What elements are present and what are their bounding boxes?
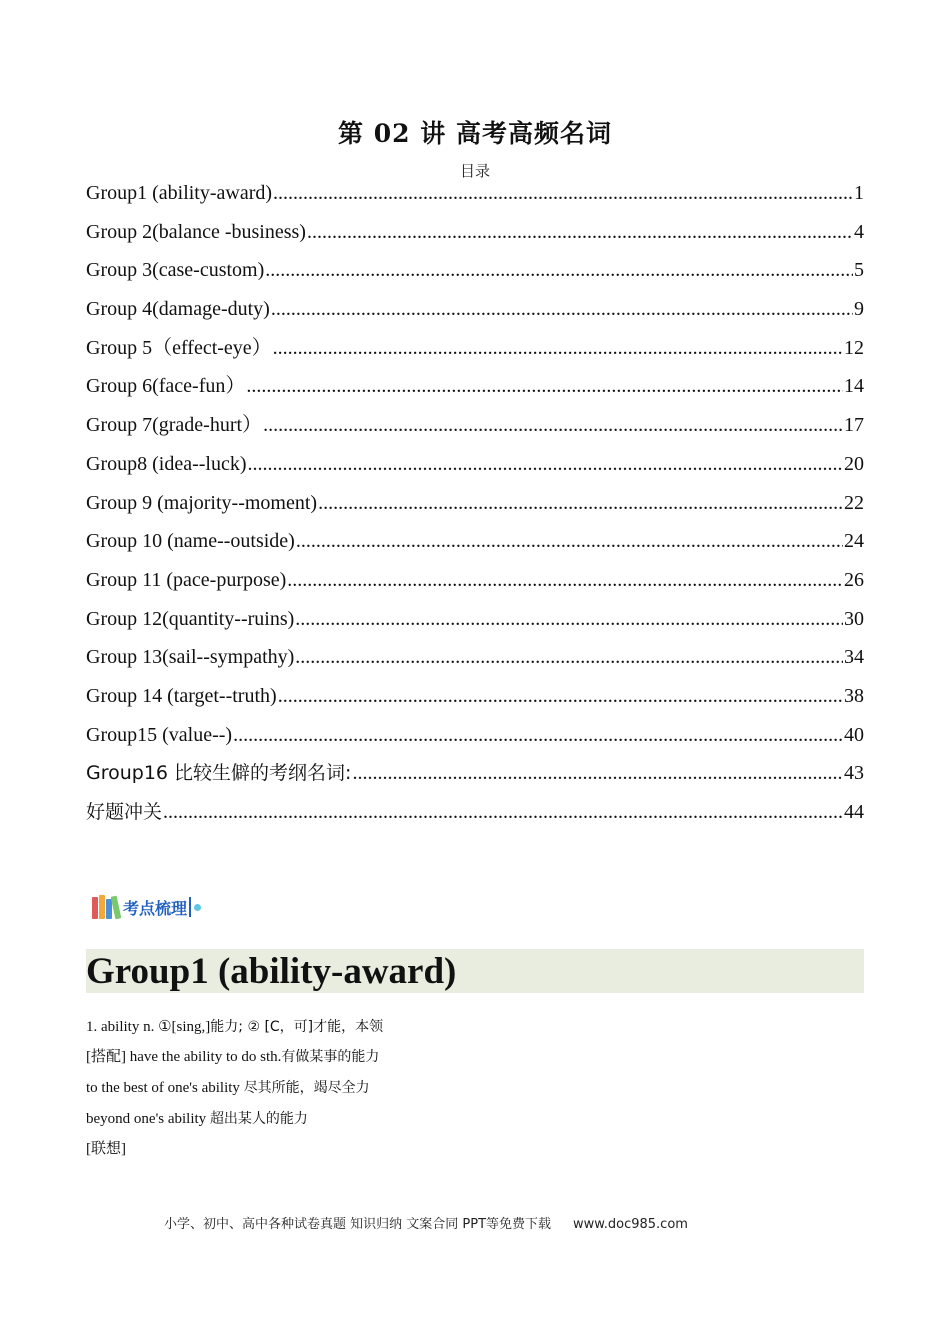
entry-en: 1. ability n. ①[sing,] xyxy=(86,1019,211,1035)
toc-entry-page: 1 xyxy=(854,182,864,204)
toc-entry-page: 12 xyxy=(844,336,864,359)
toc-leader-dots xyxy=(246,371,843,401)
toc-entry-label: Group 10 (name--outside) xyxy=(86,530,295,553)
toc-entry-page: 44 xyxy=(844,801,864,823)
toc-entry-label: Group16 比较生僻的考纲名词: xyxy=(86,762,352,785)
toc-leader-dots xyxy=(233,720,843,750)
toc-entry-label: 好题冲关 xyxy=(86,801,163,823)
toc-leader-dots xyxy=(295,642,843,672)
toc-entry-label: Group1 (ability-award) xyxy=(86,182,273,204)
toc-entry-label: Group 4(damage-duty) xyxy=(86,298,270,321)
toc-entry-label: Group 9 (majority--moment) xyxy=(86,491,318,514)
toc-leader-dots xyxy=(263,410,843,440)
toc-leader-dots xyxy=(352,758,843,788)
badge-divider xyxy=(189,897,191,917)
entry-line xyxy=(86,1109,864,1129)
toc-entry[interactable] xyxy=(86,371,864,410)
toc-entry-label: Group 6(face-fun） xyxy=(86,375,246,398)
toc-entry[interactable] xyxy=(86,681,864,720)
group-header xyxy=(86,949,864,993)
toc-entry[interactable] xyxy=(86,720,864,759)
toc-leader-dots xyxy=(318,488,843,518)
toc-entry[interactable] xyxy=(86,758,864,797)
table-of-contents xyxy=(86,178,864,836)
footer xyxy=(164,1213,688,1232)
toc-entry-page: 24 xyxy=(844,530,864,553)
toc-entry-label: Group 5（effect-eye） xyxy=(86,336,272,359)
footer-text: 小学、初中、高中各种试卷真题 知识归纳 文案合同 PPT等免费下载 xyxy=(164,1217,552,1232)
toc-entry[interactable] xyxy=(86,526,864,565)
toc-leader-dots xyxy=(307,217,853,247)
toc-leader-dots xyxy=(296,526,843,556)
page-title: 第 02 讲 高考高频名词 xyxy=(338,119,612,148)
toc-heading: 目录 xyxy=(459,162,490,180)
books-icon xyxy=(92,895,120,919)
toc-entry-label: Group 14 (target--truth) xyxy=(86,684,277,707)
entry-en: to the best of one's ability xyxy=(86,1080,244,1096)
entry-line xyxy=(86,1017,864,1037)
toc-entry-label: Group 2(balance -business) xyxy=(86,220,306,243)
toc-leader-dots xyxy=(265,255,853,285)
group-title: Group1 (ability-award) xyxy=(86,951,457,992)
toc-entry-page: 26 xyxy=(844,568,864,591)
toc-entry[interactable] xyxy=(86,294,864,333)
toc-entry[interactable] xyxy=(86,449,864,488)
toc-entry-page: 17 xyxy=(844,414,864,437)
badge-dot xyxy=(194,904,201,911)
entry-zh: 超出某人的能力 xyxy=(209,1111,308,1127)
toc-entry[interactable] xyxy=(86,565,864,604)
entry-zh: 尽其所能，竭尽全力 xyxy=(243,1080,370,1096)
badge-label: 考点梳理 xyxy=(123,898,188,918)
toc-entry-page: 43 xyxy=(844,762,864,785)
toc-entry-label: Group 12(quantity--ruins) xyxy=(86,607,295,630)
toc-leader-dots xyxy=(295,604,843,634)
section-badge xyxy=(92,892,201,922)
toc-leader-dots xyxy=(248,449,844,479)
toc-entry-page: 30 xyxy=(844,607,864,630)
toc-entry[interactable] xyxy=(86,642,864,681)
toc-leader-dots xyxy=(273,333,843,363)
toc-entry[interactable] xyxy=(86,255,864,294)
entry-zh: 能力; ② [C，可]才能，本领 xyxy=(210,1019,384,1035)
toc-entry[interactable] xyxy=(86,333,864,372)
toc-entry[interactable] xyxy=(86,488,864,527)
toc-entry-label: Group 3(case-custom) xyxy=(86,259,265,282)
toc-entry[interactable] xyxy=(86,178,864,217)
toc-entry-page: 40 xyxy=(844,723,864,746)
toc-entry[interactable] xyxy=(86,797,864,836)
toc-leader-dots xyxy=(273,178,853,208)
toc-leader-dots xyxy=(163,797,843,827)
entry-en: beyond one's ability xyxy=(86,1111,210,1127)
toc-leader-dots xyxy=(287,565,843,595)
toc-leader-dots xyxy=(271,294,853,324)
toc-entry-label: Group15 (value--) xyxy=(86,723,233,746)
toc-entry-label: Group 13(sail--sympathy) xyxy=(86,646,295,669)
entry-line xyxy=(86,1047,864,1067)
toc-leader-dots xyxy=(278,681,843,711)
toc-entry[interactable] xyxy=(86,217,864,256)
toc-entry-page: 5 xyxy=(854,259,864,282)
toc-entry-page: 9 xyxy=(854,298,864,321)
toc-entry-page: 22 xyxy=(844,491,864,514)
toc-entry-page: 14 xyxy=(844,375,864,398)
toc-entry-page: 4 xyxy=(854,220,864,243)
toc-entry-page: 20 xyxy=(844,452,864,475)
toc-entry-label: Group8 (idea--luck) xyxy=(86,452,247,475)
entry-en: [联想] xyxy=(86,1141,126,1157)
toc-entry-page: 34 xyxy=(844,646,864,669)
toc-entry-label: Group 7(grade-hurt） xyxy=(86,414,263,437)
toc-entry[interactable] xyxy=(86,604,864,643)
entry-line xyxy=(86,1078,864,1098)
toc-entry[interactable] xyxy=(86,410,864,449)
entry-line xyxy=(86,1139,864,1159)
toc-entry-page: 38 xyxy=(844,684,864,707)
toc-entry-label: Group 11 (pace-purpose) xyxy=(86,568,287,591)
entry-en: [搭配] have the ability to do sth. xyxy=(86,1049,282,1065)
footer-url[interactable]: www.doc985.com xyxy=(573,1217,688,1232)
entry-zh: 有做某事的能力 xyxy=(281,1049,380,1065)
